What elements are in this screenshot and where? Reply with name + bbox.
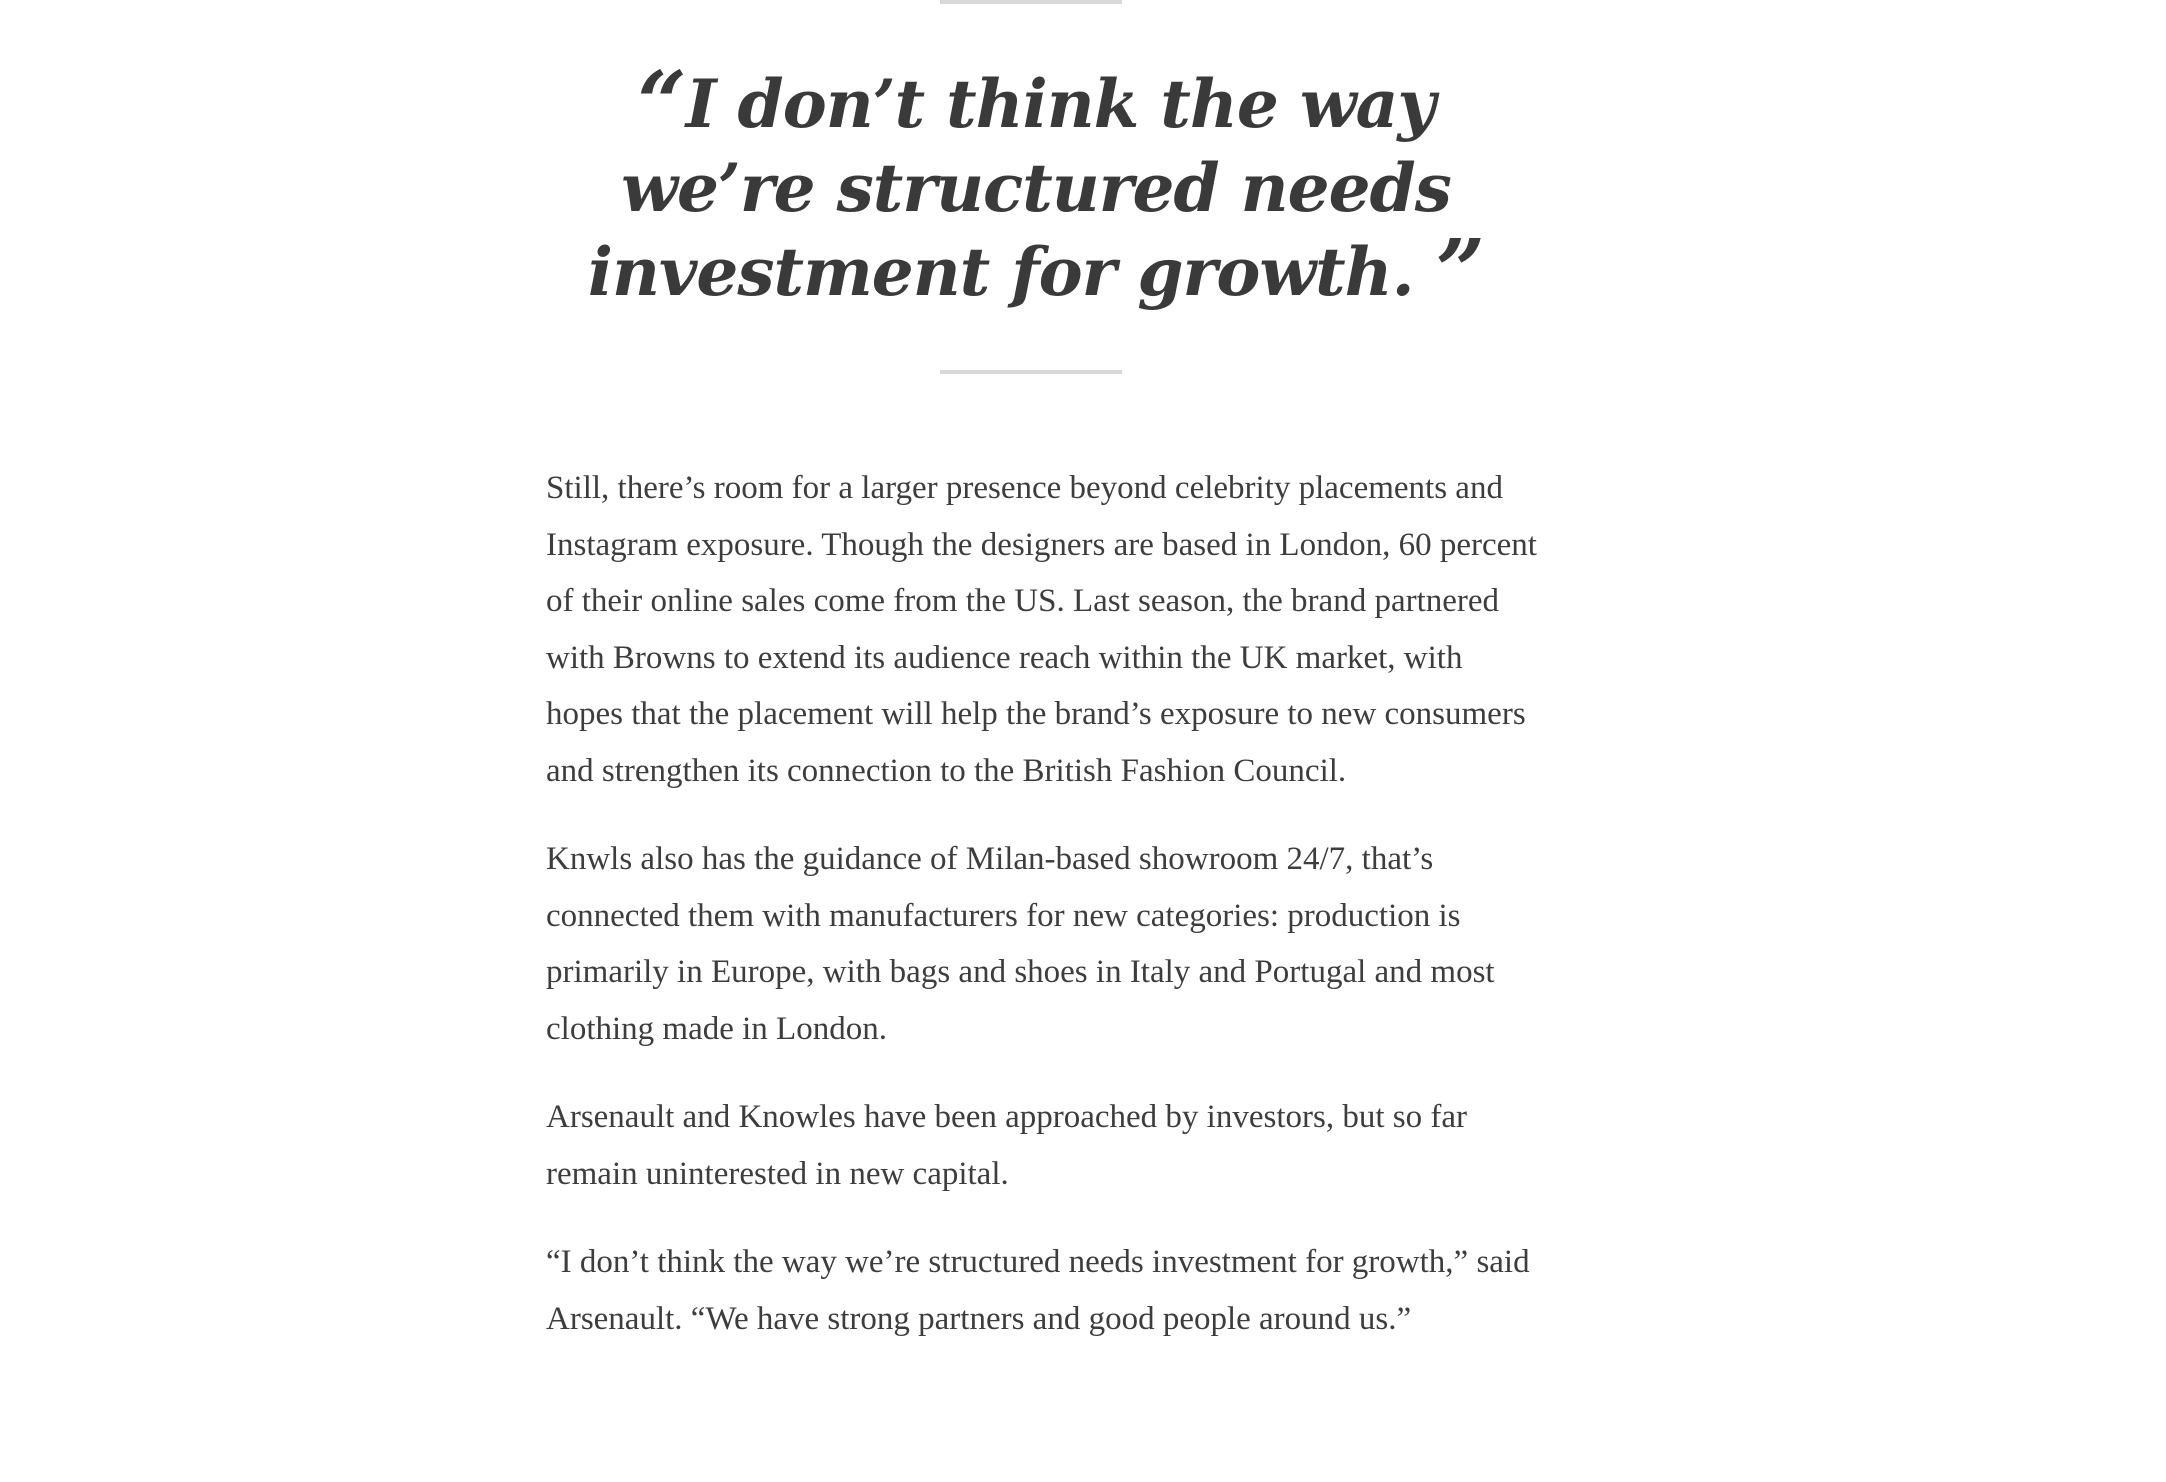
paragraph: Knwls also has the guidance of Milan-based showroom 24/7, that’s connected them with manufacturers for new categories: production is primarily in Europe, with bags and shoes in Italy and Portugal and most clothing made in London. <box>546 841 1495 1047</box>
pullquote-bottom-divider <box>940 370 1122 374</box>
pullquote-text: I don’t think the way we’re structured needs investment for growth. <box>587 65 1451 311</box>
pullquote <box>546 53 1526 322</box>
paragraph: Still, there’s room for a larger presence beyond celebrity placements and Instagram exposure. Though the designers are based in London, 60 percent of their online sales come from the US. Last season, the brand partnered with Browns to extend its audience reach within the UK market, with hopes that the placement will help the brand’s exposure to new consumers and strengthen its connection to the British Fashion Council. <box>546 470 1537 789</box>
open-quote-mark: “ <box>637 53 686 154</box>
pullquote-top-divider <box>940 0 1122 4</box>
close-quote-mark: ” <box>1435 221 1485 322</box>
paragraph: “I don’t think the way we’re structured needs investment for growth,” said Arsenault. “We have strong partners and good people around us.” <box>546 1244 1530 1337</box>
article-body <box>546 460 1546 1379</box>
paragraph: Arsenault and Knowles have been approached by investors, but so far remain uninterested in new capital. <box>546 1099 1467 1192</box>
